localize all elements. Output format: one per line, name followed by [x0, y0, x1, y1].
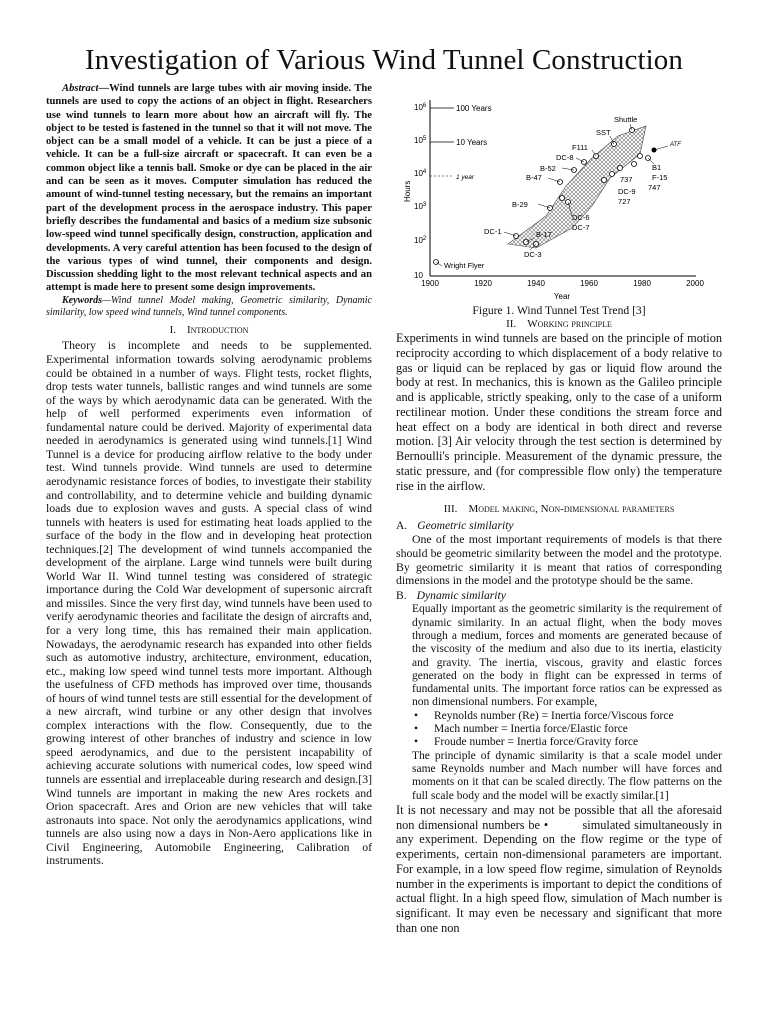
ref-1-year: 1 year	[456, 174, 475, 181]
label-wright-flyer: Wright Flyer	[444, 261, 485, 270]
label-atf: ATF	[670, 142, 681, 148]
y-tick-1e1: 10	[414, 271, 423, 280]
section-heading-model-making	[396, 503, 722, 517]
label-b29: B-29	[512, 200, 528, 209]
geometric-similarity-text: One of the most important requirements of models is that there should be geometric similarity between the model and the prototype. By geometric similarity it is meant that ratios of corresponding dimensions in the model and the prototype should be the same.	[396, 532, 722, 588]
force-ratio-list	[396, 710, 722, 750]
keywords-text: —Wind tunnel Model making, Geometric similarity, Dynamic similarity, low speed wind tunnels, Wind tunnel components.	[46, 294, 372, 319]
final-text-b: simulated	[582, 817, 631, 832]
y-tick-1e5: $10^5$	[414, 136, 427, 145]
y-tick-1e4: $10^4$	[414, 169, 427, 178]
stray-bullet: •	[543, 817, 549, 832]
introduction-text: Theory is incomplete and needs to be supplemented. Experimental information towards solving aerodynamic problems could be obtained in a number of ways. Flight tests, rocket flights, drop tests water tunnels, ballistic ranges and wind tunnels are some of the ways by which aerodynamic data can be generated. With the help of well performed experiments even information of fundamental nature could be derived. Majority of experimental data needed in aerodynamics is generated using wind tunnels.[1] Wind Tunnel is a device for producing airflow relative to the body under test. Wind tunnels provide. Wind tunnels are used to determine aerodynamic resistance forces of bodies, to investigate their stability and controllability, and to determine vehicle and building dynamic loads due to explosion waves and gusts. A special class of wind tunnels with heaters is used for estimating heat loads applied to the surface of the body in the flow and in developing heat protection techniques.[2] The development of wind tunnels accompanied the development of the airplane. Large wind tunnels were built during World War II. Wind tunnel testing was considered of strategic importance during the Cold War development of supersonic aircraft and missiles. Since the very first day, wind tunnels have been used to verify aerodynamic theories and facilitate the design of aircrafts and, for a very long time, this has remained their main application. Nowadays, the aerodynamic research has expanded into other fields such as automotive industry, architecture, environment, education, etc., making low speed wind tunnel tests more important. Although the usefulness of CFD methods has improved over time, thousands of hours of wind tunnel tests are still essential for the development of a new aircraft, wind turbine or any other design that involves complex interactions with the flow. Consequently, due to the growing interest of other branches of industry and science in low speed aerodynamics, and due to the persistent incapability of achieving accurate solutions with numerical codes, low speed wind tunnels are essential and irreplaceable during research and design.[3] Wind tunnels are important in making the new Ares rockets and Orion spacecraft. Ares and Orion are new vehicles that will take astronauts into space. Not only the aerodynamics applications, wind tunnels are also using now a days in Non-Aero applications like in Civil Engineering, Automobile Engineering, Calibration of instruments.	[46, 339, 372, 868]
label-dc7: DC-7	[572, 223, 590, 232]
working-principle-text: Experiments in wind tunnels are based on the principle of motion reciprocity according to which displacement of a body relative to gas or liquid can be replaced by gas or liquid flow around the body at rest. In mechanics, this is known as the Galileo principle and is applicable, strictly speaking, only to the case of a uniform rectilinear motion. Under these conditions the stream force and heat effect on a body are identical in both direct and reverse motion. [3] Air velocity through the test section is determined by Bernoulli's principle. Measurement of the dynamic pressure, the static pressure, and (for compressible flow only) the temperature rise in the airflow.	[396, 331, 722, 493]
list-item: • Reynolds number (Re) = Inertia force/Viscous force	[412, 710, 722, 723]
keywords-label: Keywords	[62, 294, 102, 306]
keywords	[46, 295, 372, 320]
x-tick-1960: 1960	[580, 279, 598, 288]
list-item: • Froude number = Inertia force/Gravity force	[412, 736, 722, 749]
label-b1: B1	[652, 163, 662, 172]
label-f111: F111	[572, 143, 588, 152]
label-shuttle: Shuttle	[614, 115, 638, 124]
section-number: I.	[169, 323, 176, 336]
final-text-a: It is not necessary and may not be possible that all the aforesaid non dimensional numbers be	[396, 802, 722, 832]
section-title: Working principle	[527, 317, 612, 330]
dynamic-similarity-principle-text: The principle of dynamic similarity is that a scale model under same Reynolds number and Mach number will have forces and moments on it that can be scaled directly. The flow patterns on the full scale body and the model will be exactly similar.[1]	[412, 749, 722, 802]
label-dc1: DC-1	[484, 227, 502, 236]
ref-10-years: 10 Years	[456, 138, 488, 147]
label-dc6: DC-6	[572, 213, 590, 222]
x-axis-label: Year	[553, 292, 571, 301]
paper-title: Investigation of Various Wind Tunnel Construction	[85, 44, 683, 76]
label-747: 747	[648, 183, 661, 192]
subsection-title: Geometric similarity	[417, 518, 514, 532]
abstract-text: —Wind tunnels are large tubes with air moving inside. The tunnels are used to copy the actions of an object in flight. Researchers use wind tunnels to learn more about how an aircraft will fly. The object to be tested is fastened in the tunnel so that it will not move. The object can be a small model of a vehicle. It can be just a piece of a vehicle. It can be a full-size aircraft or spacecraft. It can even be a common object like a tennis ball. Smoke or dye can be placed in the air and can be seen as it moves. Computer simulation has reduced the amount of wind-tunnel testing necessary, but the remains an important part of the development process in the aerospace industry. This paper briefly describes the fundamental and basics of a medium size subsonic low-speed wind tunnel specifically design, construction, application and developments. A very careful attention has been focused to the design of the various types of wind tunnel, their components and design. Discussion shedding light to the most relevant technical aspects and an attempt is made here to present some design improvements.	[46, 83, 372, 294]
label-dc8: DC-8	[556, 153, 574, 162]
final-paragraph	[396, 803, 722, 936]
list-item: • Mach number = Inertia force/Elastic force	[412, 723, 722, 736]
label-sst: SST	[596, 128, 611, 137]
y-tick-1e2: $10^2$	[414, 236, 427, 245]
figure-caption: Figure 1. Wind Tunnel Test Trend [3]	[472, 304, 646, 317]
label-dc3: DC-3	[524, 250, 542, 259]
final-text-c: simultaneously in any experiment. Depending on the flow regime or the type of experiments, certain non-dimensional parameters are important. For example, in a low speed flow regime, simulation of Reynolds number in the experiments is important to depict the conditions of actual flight. In a high speed flow, simulation of Mach number is significant. It may even be necessary and significant that more than one non	[396, 817, 723, 935]
label-dc9: DC-9	[618, 187, 636, 196]
right-column	[396, 96, 722, 936]
trend-chart	[396, 96, 722, 304]
label-737: 737	[620, 175, 633, 184]
section-title: Introduction	[186, 323, 249, 336]
x-tick-1980: 1980	[633, 279, 651, 288]
subsection-dynamic-similarity	[396, 589, 722, 603]
subsection-letter: A.	[396, 518, 408, 532]
dynamic-similarity-text: Equally important as the geometric similarity is the requirement of dynamic similarity. In an actual flight, when the body moves through a medium, forces and moments are generated because of the viscosity of the medium and also due to its inertia, elasticity and gravity. The inertia, viscous, gravity and elastic forces generated on the body in flight can be expressed in terms of fundamental units. The important force ratios can be expressed as non dimensional numbers. For example,	[412, 603, 722, 709]
section-number: III.	[443, 503, 458, 516]
y-tick-1e3: $10^3$	[414, 202, 427, 211]
left-column	[46, 82, 372, 868]
y-axis-label: Hours	[403, 180, 412, 202]
subsection-geometric-similarity	[396, 519, 722, 533]
label-b52: B-52	[540, 164, 556, 173]
label-f15: F-15	[652, 173, 668, 182]
section-number: II.	[506, 317, 517, 330]
abstract-label: Abstract	[62, 83, 99, 94]
x-tick-1940: 1940	[527, 279, 545, 288]
abstract	[46, 82, 372, 295]
label-b47: B-47	[526, 173, 542, 182]
x-tick-2000: 2000	[686, 279, 704, 288]
figure-wind-tunnel-trend	[396, 96, 722, 304]
section-heading-working-principle	[396, 318, 722, 332]
ref-100-years: 100 Years	[456, 104, 492, 113]
section-title: Model making, Non-dimensional parameters	[468, 503, 675, 516]
subsection-letter: B.	[396, 588, 407, 602]
subsection-title: Dynamic similarity	[416, 588, 506, 602]
y-tick-1e6: $10^6$	[414, 103, 427, 112]
section-heading-introduction	[46, 324, 372, 338]
x-tick-1920: 1920	[474, 279, 492, 288]
label-b17: B-17	[536, 230, 552, 239]
x-tick-1900: 1900	[421, 279, 439, 288]
label-727: 727	[618, 197, 631, 206]
